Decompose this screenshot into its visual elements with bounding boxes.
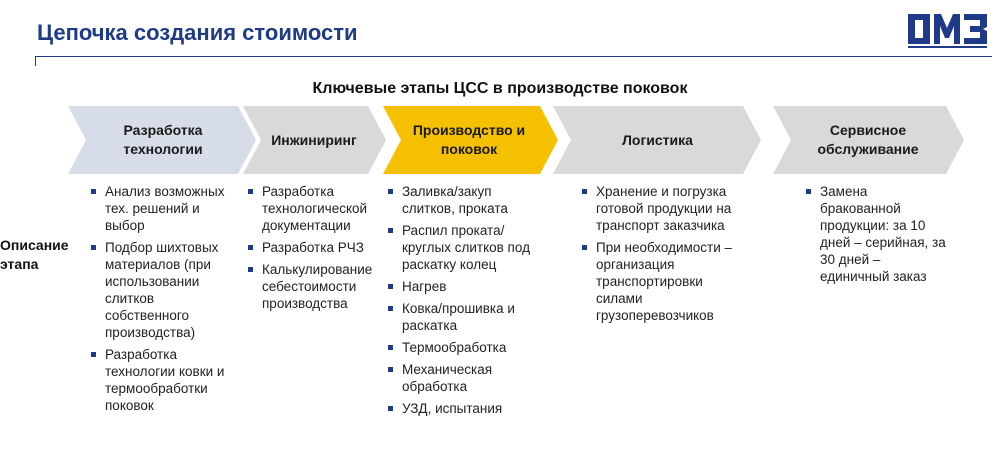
row-label: Описание этапа [0, 237, 69, 272]
list-item [582, 239, 748, 324]
bullet-icon [248, 189, 253, 194]
list-item-text: УЗД, испытания [402, 401, 503, 416]
bullet-icon [388, 367, 393, 372]
list-item-text: Ковка/прошивка и раскатка [402, 301, 515, 333]
section-subtitle: Ключевые этапы ЦСС в производстве поковок [312, 80, 688, 97]
omz-logo [905, 10, 990, 50]
bullet-icon [388, 345, 393, 350]
list-item [91, 239, 241, 341]
list-item-text: Замена бракованной продукции: за 10 дней – серийная, за 30 дней – единичный заказ [820, 184, 946, 284]
list-item [388, 361, 533, 395]
bullet-icon [91, 245, 96, 250]
stage-1-items [91, 183, 241, 419]
bullet-icon [91, 352, 96, 357]
stage-3-label: Производство и поковок [412, 122, 526, 157]
bullet-icon [388, 406, 393, 411]
bullet-icon [91, 189, 96, 194]
list-item-text: Хранение и погрузка готовой продукции на транспорт заказчика [596, 184, 732, 233]
bullet-icon [388, 284, 393, 289]
stage-4-items [582, 183, 748, 329]
bullet-icon [248, 267, 253, 272]
list-item-text: Калькулирование себестоимости производства [262, 262, 373, 311]
bullet-icon [582, 189, 587, 194]
list-item-text: При необходимости – организация транспортировки силами грузоперевозчиков [596, 240, 733, 323]
list-item [388, 400, 533, 417]
list-item [248, 239, 384, 256]
stage-2-label: Инжиниринг [271, 131, 357, 148]
list-item-text: Разработка РЧЗ [262, 240, 364, 255]
list-item [91, 346, 241, 414]
list-item-text: Разработка технологической документации [262, 184, 368, 233]
list-item-text: Разработка технологии ковки и термообработки поковок [105, 347, 225, 413]
list-item [582, 183, 748, 234]
list-item [388, 300, 533, 334]
bullet-icon [388, 228, 393, 233]
list-item-text: Распил проката/круглых слитков под раскатку колец [402, 223, 530, 272]
bullet-icon [248, 245, 253, 250]
list-item-text: Нагрев [402, 279, 447, 294]
list-item-text: Заливка/закуп слитков, проката [402, 184, 508, 216]
list-item [388, 339, 533, 356]
list-item [388, 183, 533, 217]
title-divider [35, 56, 992, 57]
bullet-icon [388, 306, 393, 311]
stage-4-label: Логистика [622, 131, 693, 148]
list-item [248, 183, 384, 234]
bullet-icon [806, 189, 811, 194]
list-item [388, 222, 533, 273]
list-item-text: Механическая обработка [402, 362, 493, 394]
list-item-text: Термообработка [402, 340, 507, 355]
stage-5-items [806, 183, 946, 290]
title-divider-tick [35, 56, 36, 66]
stage-3-items [388, 183, 533, 422]
list-item [248, 261, 384, 312]
list-item [91, 183, 241, 234]
page-title: Цепочка создания стоимости [37, 20, 358, 45]
list-item-text: Подбор шихтовых материалов (при использовании слитков собственного производства) [105, 240, 219, 340]
stage-1-label: Разработка технологии [123, 122, 203, 157]
list-item-text: Анализ возможных тех. решений и выбор [105, 184, 225, 233]
bullet-icon [582, 245, 587, 250]
list-item [806, 183, 946, 285]
bullet-icon [388, 189, 393, 194]
stage-2-items [248, 183, 384, 317]
list-item [388, 278, 533, 295]
stage-5-label: Сервисное обслуживание [817, 122, 919, 157]
